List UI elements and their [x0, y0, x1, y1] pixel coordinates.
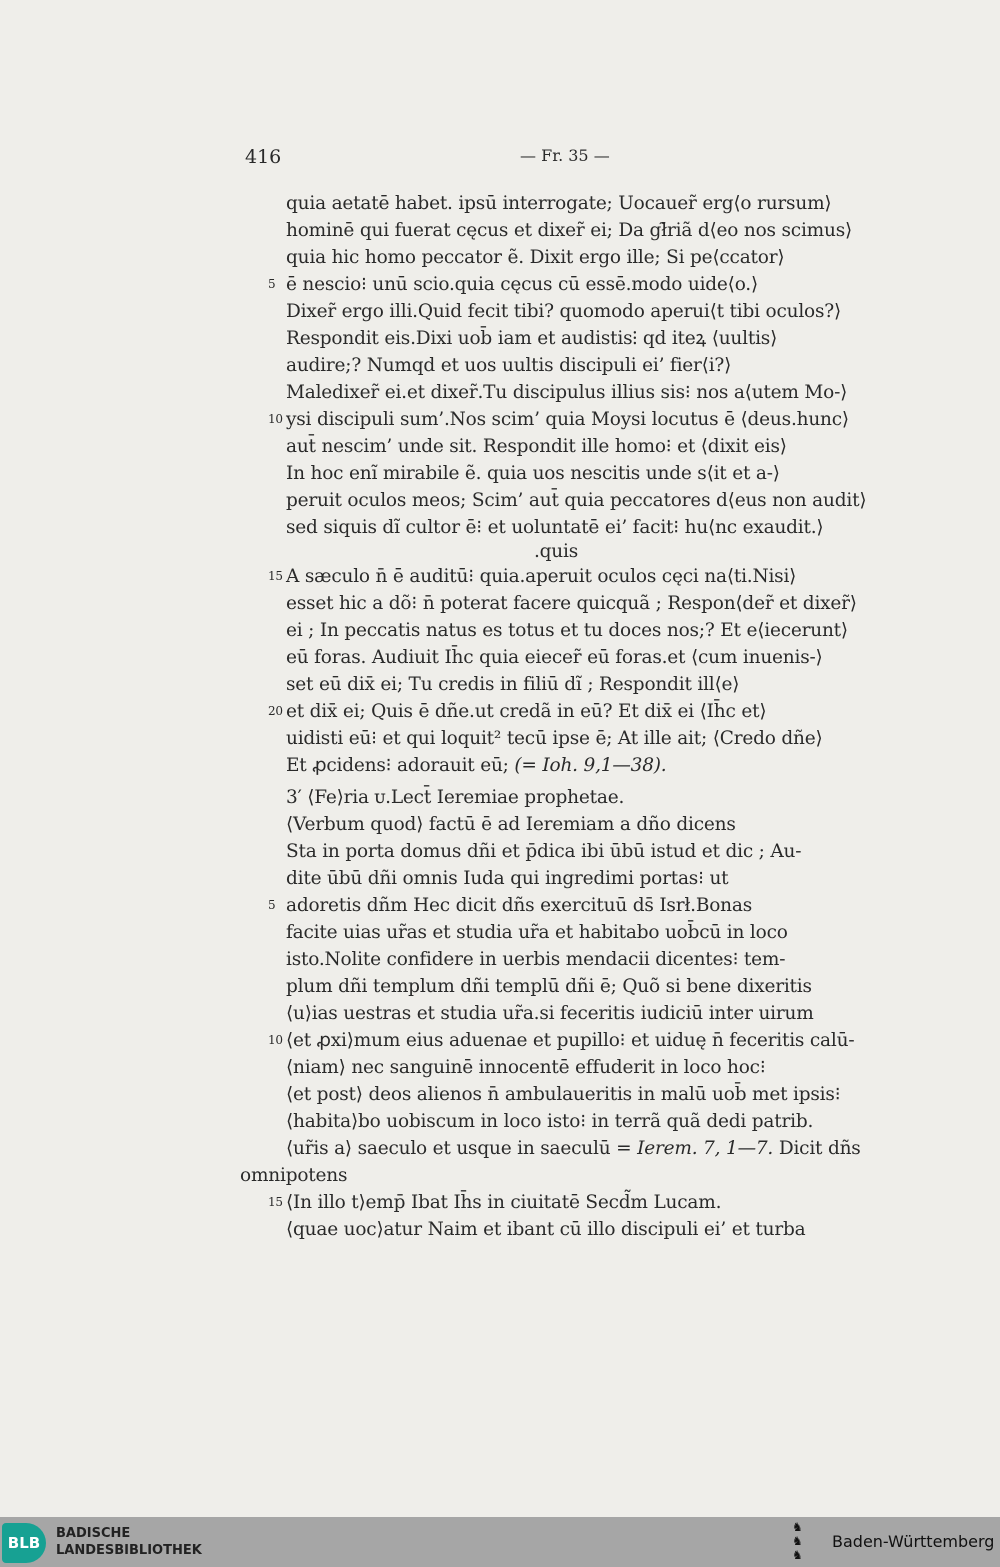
- line-text: Maledixer̃ ei.et dixer̃.Tu discipulus illius sis⁝ nos a⟨utem Mo-⟩: [286, 382, 848, 403]
- line-text: hominē qui fuerat cęcus et dixer̃ ei; Da gł̃riã d⟨eo nos scimus⟩: [286, 220, 853, 241]
- text-line: [286, 644, 926, 671]
- line-text: quia aetatē habet. ipsū interrogate; Uocauer̃ erg⟨o rursum⟩: [286, 193, 832, 214]
- line-text: ⟨In illo t⟩emp̄ Ibat Ih̄s in ciuitatē Secd̃m Lucam.: [286, 1192, 722, 1213]
- text-line-reference: [286, 752, 926, 779]
- text-line: [286, 1081, 926, 1108]
- line-text: ⟨ur̃is a⟩ saeculo et usque in saeculū =: [286, 1138, 632, 1159]
- library-name-line1: BADISCHE: [56, 1526, 131, 1541]
- line-number: 15: [268, 569, 283, 583]
- line-text: Et ꝓcidens⁝ adorauit eū;: [286, 755, 509, 776]
- text-block-2: [240, 784, 926, 1243]
- line-text: ⟨u⟩ias uestras et studia ur̃a.si feceritis iudiciū inter uirum: [286, 1003, 814, 1024]
- state-logo-text[interactable]: Baden-Württemberg: [832, 1532, 995, 1551]
- line-number: 10: [268, 412, 283, 426]
- line-text: sed siquis dĩ cultor ē⁝ et uoluntatē ei’ facit⁝ hu⟨nc exaudit.⟩: [286, 517, 824, 538]
- line-text: Dicit dñs: [778, 1138, 861, 1159]
- text-line: [268, 892, 926, 919]
- text-line: [286, 487, 926, 514]
- library-name-line2: LANDESBIBLIOTHEK: [56, 1543, 202, 1558]
- line-text: ⟨quae uoc⟩atur Naim et ibant cū illo discipuli ei’ et turba: [286, 1219, 806, 1240]
- line-text: eū foras. Audiuit Ih̄c quia eiecer̃ eū foras.et ⟨cum inuenis-⟩: [286, 647, 823, 668]
- text-line: [286, 1054, 926, 1081]
- text-line: [286, 433, 926, 460]
- text-line: [286, 1216, 926, 1243]
- line-text: ei ; In peccatis natus es totus et tu doces nos;? Et e⟨iecerunt⟩: [286, 620, 848, 641]
- text-line: [286, 1108, 926, 1135]
- line-number: 5: [268, 898, 276, 912]
- page-number: 416: [245, 146, 282, 168]
- text-line: [286, 671, 926, 698]
- line-text: ⟨habita⟩bo uobiscum in loco isto⁝ in terrã quã dedi patrib.: [286, 1111, 814, 1132]
- line-number: 5: [268, 277, 276, 291]
- text-line: [268, 406, 926, 433]
- text-line: [286, 919, 926, 946]
- line-number: 10: [268, 1033, 283, 1047]
- text-line: [286, 617, 926, 644]
- text-line: [268, 1189, 926, 1216]
- line-text: dite ūbū dñi omnis Iuda qui ingredimi portas⁝ ut: [286, 868, 729, 889]
- line-text: In hoc enĩ mirabile ẽ. quia uos nescitis unde s⟨it et a-⟩: [286, 463, 780, 484]
- outdented-line: omnipotens: [240, 1165, 348, 1186]
- line-text: ysi discipuli sum’.Nos scim’ quia Moysi locutus ē ⟨deus.hunc⟩: [286, 409, 849, 430]
- line-number: 20: [268, 704, 283, 718]
- text-line: [286, 460, 926, 487]
- line-text: facite uias ur̃as et studia ur̃a et habitabo uob̄cū in loco: [286, 922, 788, 943]
- page-header: [245, 146, 885, 172]
- line-text: plum dñi templum dñi templū dñi ē; Quõ si bene dixeritis: [286, 976, 812, 997]
- lions-coat-of-arms-icon: ♞ ♞ ♞: [792, 1520, 803, 1562]
- line-text: et dix̄ ei; Quis ē dñe.ut credã in eū? Et dix̄ ei ⟨Ih̄c et⟩: [286, 701, 767, 722]
- running-title: — Fr. 35 —: [520, 146, 610, 165]
- text-line: [286, 811, 926, 838]
- library-name[interactable]: [56, 1525, 202, 1559]
- text-line: [286, 298, 926, 325]
- line-text: uidisti eū⁝ et qui loquit² tecū ipse ē; At ille ait; ⟨Credo dñe⟩: [286, 728, 823, 749]
- line-text: isto.Nolite confidere in uerbis mendacii dicentes⁝ tem-: [286, 949, 786, 970]
- text-line: [286, 725, 926, 752]
- text-line-reference: [286, 1135, 926, 1162]
- line-text: Dixer̃ ergo illi.Quid fecit tibi? quomodo aperui⟨t tibi oculos?⟩: [286, 301, 842, 322]
- text-line: [286, 946, 926, 973]
- line-text: peruit oculos meos; Scim’ aut̄ quia peccatores d⟨eus non audit⟩: [286, 490, 867, 511]
- line-number: 15: [268, 1195, 283, 1209]
- text-line: [268, 271, 926, 298]
- text-line: [286, 352, 926, 379]
- text-line: [286, 244, 926, 271]
- line-text: ⟨niam⟩ nec sanguinē innocentē effuderit in loco hoc⁝: [286, 1057, 766, 1078]
- text-line: [286, 590, 926, 617]
- footer-bar: [0, 1517, 1000, 1567]
- text-line: [286, 514, 926, 541]
- bible-reference: Ierem. 7, 1—7.: [637, 1138, 774, 1159]
- text-line: [268, 1027, 926, 1054]
- text-line: [286, 325, 926, 352]
- section-heading: 3′ ⟨Fe⟩ria ᴜ.Lect̄ Ieremiae prophetae.: [286, 787, 625, 808]
- line-text: ⟨Verbum quod⟩ factū ē ad Ieremiam a dño dicens: [286, 814, 736, 835]
- line-text: esset hic a dõ⁝ n̄ poterat facere quicquã ; Respon⟨der̃ et dixer̃⟩: [286, 593, 857, 614]
- text-line: [286, 838, 926, 865]
- line-text: ⟨et ꝓxi⟩mum eius aduenae et pupillo⁝ et uiduę n̄ feceritis calū-: [286, 1030, 855, 1051]
- line-text: set eū dix̄ ei; Tu credis in filiū dĩ ; Respondit ill⟨e⟩: [286, 674, 740, 695]
- line-text: quia hic homo peccator ẽ. Dixit ergo ille; Si pe⟨ccator⟩: [286, 247, 785, 268]
- text-block-1: [268, 190, 926, 779]
- line-text: audire;? Numqd et uos uultis discipuli ei’ fier⟨i?⟩: [286, 355, 732, 376]
- text-line: [286, 865, 926, 892]
- text-line: [268, 563, 926, 590]
- bible-reference: (= Ioh. 9,1—38).: [514, 755, 667, 776]
- text-line: [286, 1000, 926, 1027]
- line-text: ⟨et post⟩ deos alienos n̄ ambulaueritis in malū uob̄ met ipsis⁝: [286, 1084, 841, 1105]
- line-text: Respondit eis.Dixi uob̄ iam et audistis⁝ qd iteꝝ ⟨uultis⟩: [286, 328, 778, 349]
- text-line: [286, 379, 926, 406]
- text-line: [286, 217, 926, 244]
- text-line: [268, 698, 926, 725]
- text-line: [286, 973, 926, 1000]
- line-text: A sæculo n̄ ē auditū⁝ quia.aperuit oculos cęci na⟨ti.Nisi⟩: [286, 566, 797, 587]
- blb-logo[interactable]: BLB: [2, 1523, 46, 1563]
- text-line: [286, 190, 926, 217]
- interlinear-gloss: .quis: [533, 541, 579, 562]
- line-text: adoretis dñm Hec dicit dñs exercituū ds̄ Isrł.Bonas: [286, 895, 753, 916]
- line-text: aut̄ nescim’ unde sit. Respondit ille homo⁝ et ⟨dixit eis⟩: [286, 436, 787, 457]
- line-text: Sta in porta domus dñi et p̄dica ibi ūbū istud et dic ; Au-: [286, 841, 802, 862]
- line-text: ē nescio⁝ unū scio.quia cęcus cū essē.modo uide⟨o.⟩: [286, 274, 759, 295]
